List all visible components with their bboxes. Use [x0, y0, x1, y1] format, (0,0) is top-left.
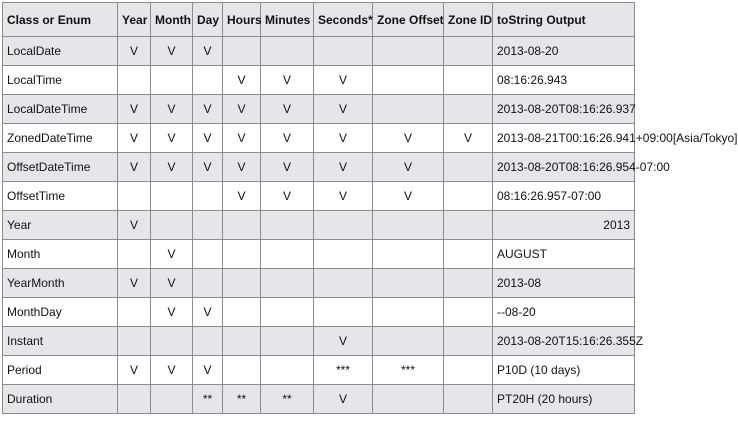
- month-cell: [151, 385, 193, 414]
- header-day: Day: [193, 3, 223, 37]
- header-month: Month: [151, 3, 193, 37]
- seconds-cell: V: [314, 153, 373, 182]
- zone-id-cell: [444, 269, 493, 298]
- tostring-output-cell: 2013-08-20T08:16:26.937: [493, 95, 635, 124]
- day-cell: V: [193, 37, 223, 66]
- day-cell: [193, 66, 223, 95]
- table-row: [3, 153, 635, 182]
- minutes-cell: [261, 356, 314, 385]
- table-row: [3, 211, 635, 240]
- table-row: [3, 182, 635, 211]
- seconds-cell: V: [314, 327, 373, 356]
- hours-cell: [223, 327, 261, 356]
- month-cell: V: [151, 37, 193, 66]
- class-name-cell: Instant: [3, 327, 118, 356]
- class-name-cell: MonthDay: [3, 298, 118, 327]
- header-zone-offset: Zone Offset: [373, 3, 444, 37]
- zone-offset-cell: V: [373, 182, 444, 211]
- hours-cell: [223, 356, 261, 385]
- zone-offset-cell: [373, 66, 444, 95]
- class-name-cell: Year: [3, 211, 118, 240]
- tostring-output-cell: 08:16:26.943: [493, 66, 635, 95]
- zone-id-cell: [444, 95, 493, 124]
- table-row: [3, 37, 635, 66]
- tostring-output-cell: 2013: [493, 211, 635, 240]
- class-name-cell: OffsetTime: [3, 182, 118, 211]
- tostring-output-cell: 08:16:26.957-07:00: [493, 182, 635, 211]
- minutes-cell: [261, 240, 314, 269]
- minutes-cell: V: [261, 153, 314, 182]
- hours-cell: V: [223, 182, 261, 211]
- year-cell: V: [118, 153, 151, 182]
- day-cell: [193, 269, 223, 298]
- tostring-output-cell: AUGUST: [493, 240, 635, 269]
- minutes-cell: V: [261, 95, 314, 124]
- header-row: [3, 3, 635, 37]
- header-seconds: Seconds*: [314, 3, 373, 37]
- zone-offset-cell: [373, 240, 444, 269]
- seconds-cell: V: [314, 66, 373, 95]
- hours-cell: [223, 211, 261, 240]
- year-cell: V: [118, 95, 151, 124]
- zone-id-cell: [444, 182, 493, 211]
- year-cell: V: [118, 356, 151, 385]
- hours-cell: **: [223, 385, 261, 414]
- seconds-cell: [314, 269, 373, 298]
- zone-offset-cell: ***: [373, 356, 444, 385]
- tostring-output-cell: 2013-08-21T00:16:26.941+09:00[Asia/Tokyo]: [493, 124, 635, 153]
- month-cell: V: [151, 95, 193, 124]
- zone-id-cell: [444, 240, 493, 269]
- zone-id-cell: [444, 37, 493, 66]
- class-name-cell: Month: [3, 240, 118, 269]
- day-cell: V: [193, 95, 223, 124]
- java-time-classes-table: [2, 2, 738, 414]
- year-cell: V: [118, 124, 151, 153]
- zone-id-cell: V: [444, 124, 493, 153]
- header-class-or-enum: Class or Enum: [3, 3, 118, 37]
- class-name-cell: LocalTime: [3, 66, 118, 95]
- zone-offset-cell: [373, 269, 444, 298]
- tostring-output-cell: 2013-08-20T15:16:26.355Z: [493, 327, 635, 356]
- tostring-output-cell: P10D (10 days): [493, 356, 635, 385]
- zone-id-cell: [444, 298, 493, 327]
- minutes-cell: [261, 269, 314, 298]
- minutes-cell: V: [261, 66, 314, 95]
- seconds-cell: [314, 298, 373, 327]
- class-name-cell: OffsetDateTime: [3, 153, 118, 182]
- year-cell: V: [118, 269, 151, 298]
- year-cell: V: [118, 37, 151, 66]
- month-cell: V: [151, 298, 193, 327]
- year-cell: [118, 327, 151, 356]
- day-cell: [193, 327, 223, 356]
- tostring-output-cell: 2013-08: [493, 269, 635, 298]
- class-name-cell: LocalDateTime: [3, 95, 118, 124]
- hours-cell: V: [223, 66, 261, 95]
- year-cell: [118, 298, 151, 327]
- minutes-cell: **: [261, 385, 314, 414]
- seconds-cell: [314, 240, 373, 269]
- table-row: [3, 385, 635, 414]
- seconds-cell: ***: [314, 356, 373, 385]
- minutes-cell: [261, 298, 314, 327]
- month-cell: [151, 182, 193, 211]
- tostring-output-cell: 2013-08-20T08:16:26.954-07:00: [493, 153, 635, 182]
- header-year: Year: [118, 3, 151, 37]
- zone-id-cell: [444, 385, 493, 414]
- year-cell: [118, 66, 151, 95]
- zone-offset-cell: [373, 37, 444, 66]
- zone-offset-cell: [373, 211, 444, 240]
- month-cell: V: [151, 269, 193, 298]
- table-row: [3, 298, 635, 327]
- class-name-cell: ZonedDateTime: [3, 124, 118, 153]
- minutes-cell: [261, 211, 314, 240]
- table-row: [3, 124, 635, 153]
- class-name-cell: LocalDate: [3, 37, 118, 66]
- zone-id-cell: [444, 153, 493, 182]
- zone-offset-cell: [373, 327, 444, 356]
- seconds-cell: [314, 211, 373, 240]
- zone-id-cell: [444, 327, 493, 356]
- header-tostring-output: toString Output: [493, 3, 635, 37]
- seconds-cell: V: [314, 182, 373, 211]
- zone-offset-cell: V: [373, 124, 444, 153]
- month-cell: [151, 66, 193, 95]
- zone-id-cell: [444, 211, 493, 240]
- year-cell: [118, 240, 151, 269]
- day-cell: V: [193, 124, 223, 153]
- zone-offset-cell: [373, 298, 444, 327]
- seconds-cell: V: [314, 95, 373, 124]
- minutes-cell: [261, 327, 314, 356]
- month-cell: V: [151, 153, 193, 182]
- zone-id-cell: [444, 356, 493, 385]
- hours-cell: [223, 37, 261, 66]
- table-row: [3, 240, 635, 269]
- hours-cell: [223, 269, 261, 298]
- day-cell: [193, 240, 223, 269]
- zone-offset-cell: [373, 95, 444, 124]
- header-minutes: Minutes: [261, 3, 314, 37]
- year-cell: [118, 182, 151, 211]
- zone-offset-cell: V: [373, 153, 444, 182]
- month-cell: V: [151, 240, 193, 269]
- tostring-output-cell: 2013-08-20: [493, 37, 635, 66]
- year-cell: [118, 385, 151, 414]
- hours-cell: V: [223, 95, 261, 124]
- month-cell: V: [151, 124, 193, 153]
- day-cell: V: [193, 298, 223, 327]
- class-name-cell: YearMonth: [3, 269, 118, 298]
- minutes-cell: V: [261, 124, 314, 153]
- month-cell: [151, 211, 193, 240]
- hours-cell: [223, 298, 261, 327]
- class-name-cell: Duration: [3, 385, 118, 414]
- header-zone-id: Zone ID: [444, 3, 493, 37]
- minutes-cell: V: [261, 182, 314, 211]
- tostring-output-cell: --08-20: [493, 298, 635, 327]
- hours-cell: [223, 240, 261, 269]
- header-hours: Hours: [223, 3, 261, 37]
- seconds-cell: V: [314, 385, 373, 414]
- class-name-cell: Period: [3, 356, 118, 385]
- seconds-cell: V: [314, 124, 373, 153]
- day-cell: **: [193, 385, 223, 414]
- month-cell: [151, 327, 193, 356]
- minutes-cell: [261, 37, 314, 66]
- hours-cell: V: [223, 124, 261, 153]
- day-cell: V: [193, 356, 223, 385]
- hours-cell: V: [223, 153, 261, 182]
- table-row: [3, 95, 635, 124]
- month-cell: V: [151, 356, 193, 385]
- table-row: [3, 66, 635, 95]
- zone-offset-cell: [373, 385, 444, 414]
- day-cell: V: [193, 153, 223, 182]
- table-row: [3, 269, 635, 298]
- day-cell: [193, 211, 223, 240]
- zone-id-cell: [444, 66, 493, 95]
- table-row: [3, 327, 635, 356]
- table-row: [3, 356, 635, 385]
- seconds-cell: [314, 37, 373, 66]
- tostring-output-cell: PT20H (20 hours): [493, 385, 635, 414]
- day-cell: [193, 182, 223, 211]
- year-cell: V: [118, 211, 151, 240]
